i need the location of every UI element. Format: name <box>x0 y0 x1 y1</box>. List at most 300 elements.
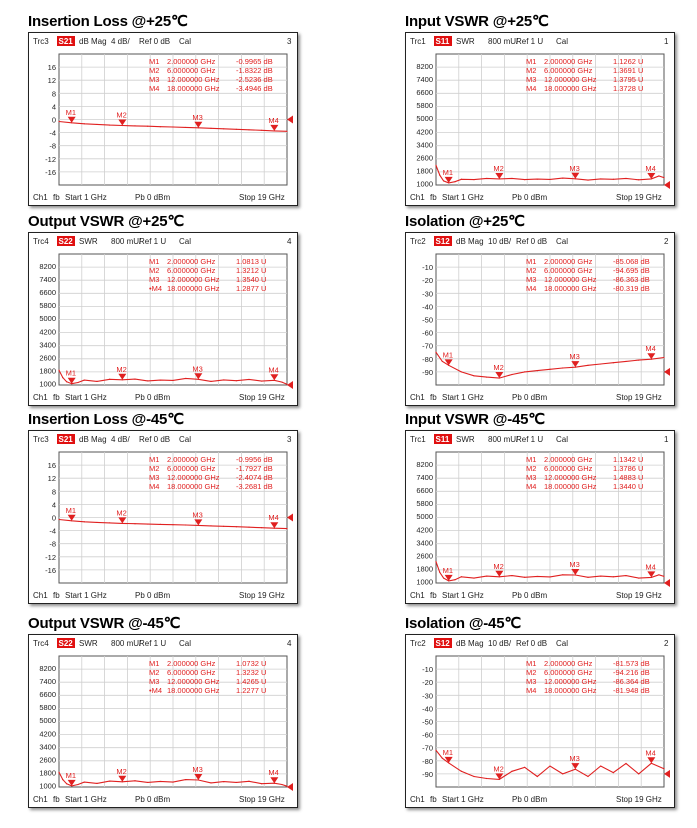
trace-point <box>587 776 588 777</box>
cal-label: Cal <box>179 37 192 46</box>
y-tick-label: 4200 <box>416 127 433 137</box>
trace-point <box>210 782 211 783</box>
format-label: SWR <box>456 37 475 46</box>
marker-label: M3 <box>192 510 203 520</box>
marker-readout-frequency: 2.000000 GHz <box>544 57 593 66</box>
trace-point <box>210 128 211 129</box>
y-tick-label: 1800 <box>39 768 56 778</box>
channel-index: 2 <box>664 237 669 246</box>
trace-point <box>435 750 436 751</box>
cal-label: Cal <box>556 639 569 648</box>
trace-label: Trc2 <box>410 639 426 648</box>
trace-point <box>109 124 110 125</box>
trace-point <box>261 527 262 528</box>
trace-point <box>147 523 148 524</box>
scale-label: 10 dB/ <box>488 237 512 246</box>
marker-readout-frequency: 6.000000 GHz <box>167 266 216 275</box>
trace-point <box>638 577 639 578</box>
y-tick-label: 5800 <box>39 703 56 713</box>
marker-readout-name: M2 <box>526 66 537 75</box>
marker-readout-frequency: 18.000000 GHz <box>544 482 597 491</box>
marker-readout-value: -86.363 dB <box>613 275 650 284</box>
y-tick-label: -50 <box>422 315 433 325</box>
panel-title: Input VSWR @+25℃ <box>405 13 549 30</box>
marker-readout-value: -85.068 dB <box>613 257 650 266</box>
trace-point <box>172 126 173 127</box>
format-label: SWR <box>79 237 98 246</box>
trace-point <box>486 576 487 577</box>
y-tick-label: 6600 <box>416 485 433 495</box>
trace-point <box>549 765 550 766</box>
marker-readout-frequency: 18.000000 GHz <box>167 482 220 491</box>
trace-point <box>439 572 440 573</box>
marker-readout-frequency: 2.000000 GHz <box>544 257 593 266</box>
trace-point <box>62 779 63 780</box>
marker-readout-name: M1 <box>149 455 160 464</box>
y-tick-label: -40 <box>422 302 433 312</box>
y-tick-label: 3400 <box>39 742 56 752</box>
trace-point <box>613 772 614 773</box>
marker-readout-frequency: 2.000000 GHz <box>544 455 593 464</box>
reference-arrow-icon <box>664 368 670 376</box>
trace-point <box>109 522 110 523</box>
trace-point <box>160 126 161 127</box>
trace-point <box>286 131 287 132</box>
marker-readout-frequency: 6.000000 GHz <box>167 668 216 677</box>
footer-stop-frequency: Stop 19 GHz <box>239 795 285 804</box>
footer-fb: fb <box>53 393 60 402</box>
marker-readout-value: -3.4946 dB <box>236 84 273 93</box>
reference-arrow-icon <box>664 579 670 587</box>
marker-readout-name: M4 <box>526 686 537 695</box>
y-tick-label: 7400 <box>416 472 433 482</box>
channel-index: 3 <box>287 435 292 444</box>
trace-label: Trc3 <box>33 37 49 46</box>
y-tick-label: 1800 <box>416 166 433 176</box>
channel-index: 3 <box>287 37 292 46</box>
footer-fb: fb <box>53 795 60 804</box>
y-tick-label: 8 <box>51 89 56 99</box>
trace-point <box>461 771 462 772</box>
trace-point <box>160 379 161 380</box>
trace-point <box>134 125 135 126</box>
trace-point <box>549 576 550 577</box>
y-tick-label: 4200 <box>39 729 56 739</box>
vna-plot-frame <box>405 32 675 206</box>
footer-fb: fb <box>53 591 60 600</box>
trace-point <box>537 179 538 180</box>
y-tick-label: 0 <box>51 513 56 523</box>
marker-readout-name: M1 <box>149 659 160 668</box>
reference-label: Ref 1 U <box>516 37 544 46</box>
trace-point <box>473 577 474 578</box>
reference-label: Ref 0 dB <box>139 37 171 46</box>
trace-point <box>96 783 97 784</box>
marker-label: M2 <box>116 508 127 518</box>
footer-stop-frequency: Stop 19 GHz <box>616 591 662 600</box>
marker-readout-value: 1.3728 U <box>613 84 644 93</box>
footer-power: Pb 0 dBm <box>135 193 171 202</box>
footer-power: Pb 0 dBm <box>512 795 548 804</box>
y-tick-label: 2600 <box>39 353 56 363</box>
vna-plot <box>29 233 297 405</box>
trace-label: Trc1 <box>410 37 426 46</box>
marker-readout-name: M3 <box>149 677 160 686</box>
panel-title: Insertion Loss @-45℃ <box>28 411 184 428</box>
trace-point <box>134 379 135 380</box>
trace-point <box>461 576 462 577</box>
trace-point <box>439 175 440 176</box>
marker-readout-name: M2 <box>526 464 537 473</box>
footer-stop-frequency: Stop 19 GHz <box>616 193 662 202</box>
marker-readout-name: M1 <box>526 257 537 266</box>
marker-label: M4 <box>268 115 279 125</box>
reference-label: Ref 1 U <box>139 237 167 246</box>
y-tick-label: 3400 <box>39 340 56 350</box>
trace-point <box>185 127 186 128</box>
y-tick-label: -16 <box>45 167 56 177</box>
trace-point <box>210 381 211 382</box>
y-tick-label: 7400 <box>39 274 56 284</box>
y-tick-label: 1000 <box>416 577 433 587</box>
marker-label: M3 <box>569 559 580 569</box>
y-tick-label: 3400 <box>416 538 433 548</box>
trace-point <box>66 783 67 784</box>
vna-plot <box>406 635 674 807</box>
marker-label: M3 <box>569 352 580 362</box>
marker-readout-value: 1.3212 U <box>236 266 267 275</box>
parameter-badge-label: S22 <box>58 639 73 648</box>
y-tick-label: -30 <box>422 691 433 701</box>
trace-point <box>549 179 550 180</box>
y-tick-label: 7400 <box>39 676 56 686</box>
trace-point <box>261 130 262 131</box>
trace-point <box>613 362 614 363</box>
footer-power: Pb 0 dBm <box>135 795 171 804</box>
trace-point <box>549 369 550 370</box>
y-tick-label: 4200 <box>39 327 56 337</box>
trace-point <box>435 352 436 353</box>
y-tick-label: -12 <box>45 552 56 562</box>
trace-point <box>562 367 563 368</box>
trace-point <box>286 786 287 787</box>
marker-readout-value: -0.9965 dB <box>236 57 273 66</box>
y-tick-label: -8 <box>49 539 56 549</box>
trace-point <box>261 380 262 381</box>
marker-readout-name: M4 <box>526 284 537 293</box>
marker-readout-frequency: 18.000000 GHz <box>544 284 597 293</box>
trace-point <box>134 523 135 524</box>
vna-plot-frame <box>405 634 675 808</box>
parameter-badge-label: S12 <box>435 237 450 246</box>
vna-plot <box>29 635 297 807</box>
footer-power: Pb 0 dBm <box>512 193 548 202</box>
trace-point <box>537 576 538 577</box>
vna-plot-frame <box>405 430 675 604</box>
trace-label: Trc4 <box>33 237 49 246</box>
trace-point <box>600 765 601 766</box>
parameter-badge-label: S11 <box>435 37 450 46</box>
trace-point <box>600 576 601 577</box>
trace-label: Trc3 <box>33 435 49 444</box>
marker-label: M4 <box>268 365 279 375</box>
trace-point <box>663 357 664 358</box>
trace-point <box>613 576 614 577</box>
y-tick-label: -70 <box>422 341 433 351</box>
vna-plot <box>29 33 297 205</box>
marker-readout-value: 1.3232 U <box>236 668 267 677</box>
y-tick-label: 6600 <box>39 689 56 699</box>
trace-point <box>109 781 110 782</box>
reference-arrow-icon <box>287 381 293 389</box>
footer-fb: fb <box>53 193 60 202</box>
trace-point <box>185 524 186 525</box>
trace-point <box>658 574 659 575</box>
footer-start-frequency: Start 1 GHz <box>65 193 107 202</box>
trace-point <box>147 380 148 381</box>
scale-label: 10 dB/ <box>488 639 512 648</box>
trace-point <box>147 782 148 783</box>
marker-label: M1 <box>442 167 454 177</box>
trace-point <box>562 574 563 575</box>
marker-readout-frequency: 2.000000 GHz <box>167 57 216 66</box>
vna-plot <box>29 431 297 603</box>
marker-readout-name: M3 <box>149 75 160 84</box>
trace-point <box>134 780 135 781</box>
marker-readout-name: M1 <box>526 659 537 668</box>
footer-start-frequency: Start 1 GHz <box>65 795 107 804</box>
y-tick-label: 5000 <box>39 716 56 726</box>
vna-plot-frame <box>28 430 298 604</box>
reference-label: Ref 0 dB <box>139 435 171 444</box>
trace-point <box>663 177 664 178</box>
footer-channel: Ch1 <box>410 393 425 402</box>
trace-point <box>435 165 436 166</box>
y-tick-label: 5800 <box>416 101 433 111</box>
y-tick-label: 12 <box>47 76 56 86</box>
marker-readout-value: -1.8322 dB <box>236 66 273 75</box>
footer-fb: fb <box>430 591 437 600</box>
format-label: dB Mag <box>456 237 484 246</box>
y-tick-label: 5000 <box>416 114 433 124</box>
marker-readout-value: -1.7927 dB <box>236 464 273 473</box>
format-label: SWR <box>456 435 475 444</box>
marker-readout-name: M2 <box>149 266 160 275</box>
parameter-badge-label: S12 <box>435 639 450 648</box>
marker-label: M3 <box>192 764 203 774</box>
marker-readout-name: M1 <box>526 57 537 66</box>
marker-readout-frequency: 18.000000 GHz <box>544 686 597 695</box>
trace-point <box>625 178 626 179</box>
trace-point <box>281 381 282 382</box>
marker-label: M2 <box>493 163 504 173</box>
footer-channel: Ch1 <box>33 795 48 804</box>
reference-arrow-icon <box>664 181 670 189</box>
footer-channel: Ch1 <box>33 393 48 402</box>
vna-plot-frame <box>28 232 298 406</box>
reference-arrow-icon <box>664 770 670 778</box>
footer-start-frequency: Start 1 GHz <box>442 393 484 402</box>
footer-channel: Ch1 <box>410 795 425 804</box>
trace-point <box>160 524 161 525</box>
reference-arrow-icon <box>287 783 293 791</box>
y-tick-label: 5000 <box>416 512 433 522</box>
marker-label: M1 <box>442 350 454 360</box>
y-tick-label: 12 <box>47 474 56 484</box>
trace-point <box>625 575 626 576</box>
y-tick-label: -40 <box>422 704 433 714</box>
footer-stop-frequency: Stop 19 GHz <box>616 795 662 804</box>
channel-index: 2 <box>664 639 669 648</box>
trace-point <box>58 519 59 520</box>
trace-point <box>248 379 249 380</box>
cal-label: Cal <box>179 639 192 648</box>
trace-label: Trc1 <box>410 435 426 444</box>
panel-title: Input VSWR @-45℃ <box>405 411 545 428</box>
marker-readout-name: M1 <box>149 257 160 266</box>
trace-point <box>600 363 601 364</box>
y-tick-label: 8200 <box>39 663 56 673</box>
marker-readout-value: -0.9956 dB <box>236 455 273 464</box>
footer-power: Pb 0 dBm <box>135 591 171 600</box>
channel-index: 4 <box>287 237 292 246</box>
trace-label: Trc2 <box>410 237 426 246</box>
footer-stop-frequency: Stop 19 GHz <box>239 393 285 402</box>
marker-label: M4 <box>645 562 656 572</box>
marker-label: M3 <box>569 754 580 764</box>
marker-readout-value: 1.0813 U <box>236 257 267 266</box>
marker-readout-name: •M4 <box>149 284 163 293</box>
marker-readout-frequency: 6.000000 GHz <box>167 464 216 473</box>
marker-label: M3 <box>569 163 580 173</box>
footer-channel: Ch1 <box>33 193 48 202</box>
marker-readout-value: 1.3795 U <box>613 75 644 84</box>
marker-readout-value: -2.4074 dB <box>236 473 273 482</box>
trace-point <box>172 380 173 381</box>
trace-point <box>96 124 97 125</box>
marker-readout-value: 1.1262 U <box>613 57 644 66</box>
trace-point <box>84 379 85 380</box>
marker-label: M2 <box>493 764 504 774</box>
y-tick-label: -50 <box>422 717 433 727</box>
marker-readout-value: 1.2877 U <box>236 284 267 293</box>
marker-readout-frequency: 2.000000 GHz <box>167 257 216 266</box>
y-tick-label: -4 <box>49 128 56 138</box>
marker-label: M2 <box>493 561 504 571</box>
cal-label: Cal <box>556 37 569 46</box>
footer-start-frequency: Start 1 GHz <box>442 193 484 202</box>
marker-readout-value: -94.695 dB <box>613 266 650 275</box>
scale-label: 800 mU/ <box>488 37 519 46</box>
marker-readout-value: -80.319 dB <box>613 284 650 293</box>
trace-point <box>587 365 588 366</box>
vna-plot <box>406 233 674 405</box>
y-tick-label: 8200 <box>416 459 433 469</box>
marker-readout-value: -81.573 dB <box>613 659 650 668</box>
y-tick-label: 2600 <box>416 153 433 163</box>
marker-label: M4 <box>268 513 279 523</box>
trace-point <box>210 525 211 526</box>
footer-stop-frequency: Stop 19 GHz <box>239 193 285 202</box>
trace-point <box>172 524 173 525</box>
trace-point <box>638 179 639 180</box>
trace-point <box>84 123 85 124</box>
trace-point <box>511 374 512 375</box>
trace-point <box>223 781 224 782</box>
trace-point <box>625 361 626 362</box>
y-tick-label: 4 <box>51 102 56 112</box>
vna-plot <box>406 33 674 205</box>
y-tick-label: 8200 <box>39 261 56 271</box>
y-tick-label: -4 <box>49 526 56 536</box>
marker-label: M1 <box>65 368 77 378</box>
marker-readout-name: M4 <box>149 84 160 93</box>
cal-label: Cal <box>179 237 192 246</box>
marker-label: M4 <box>268 768 279 778</box>
footer-stop-frequency: Stop 19 GHz <box>616 393 662 402</box>
trace-point <box>486 178 487 179</box>
marker-label: M2 <box>116 364 127 374</box>
y-tick-label: 8200 <box>416 61 433 71</box>
trace-point <box>77 784 78 785</box>
marker-label: M3 <box>192 364 203 374</box>
y-tick-label: 2600 <box>39 755 56 765</box>
marker-readout-name: M3 <box>149 473 160 482</box>
y-tick-label: -12 <box>45 154 56 164</box>
marker-readout-name: M4 <box>526 84 537 93</box>
trace-point <box>461 179 462 180</box>
marker-label: M2 <box>116 766 127 776</box>
trace-point <box>109 379 110 380</box>
marker-readout-name: M3 <box>526 75 537 84</box>
marker-readout-name: M3 <box>526 473 537 482</box>
reference-label: Ref 0 dB <box>516 639 548 648</box>
marker-readout-value: 1.0732 U <box>236 659 267 668</box>
marker-label: M1 <box>65 770 77 780</box>
parameter-badge-label: S22 <box>58 237 73 246</box>
trace-point <box>160 781 161 782</box>
marker-label: M4 <box>645 344 656 354</box>
parameter-badge-label: S21 <box>58 37 73 46</box>
y-tick-label: 5000 <box>39 314 56 324</box>
marker-readout-frequency: 12.000000 GHz <box>167 473 220 482</box>
footer-power: Pb 0 dBm <box>512 393 548 402</box>
y-tick-label: -16 <box>45 565 56 575</box>
scale-label: 800 mU/ <box>111 237 142 246</box>
trace-point <box>537 776 538 777</box>
trace-point <box>185 779 186 780</box>
trace-point <box>223 526 224 527</box>
trace-point <box>461 371 462 372</box>
scale-label: 4 dB/ <box>111 37 130 46</box>
marker-readout-name: M2 <box>526 668 537 677</box>
trace-point <box>625 763 626 764</box>
marker-readout-frequency: 12.000000 GHz <box>544 275 597 284</box>
trace-point <box>562 773 563 774</box>
trace-point <box>587 179 588 180</box>
trace-point <box>473 375 474 376</box>
y-tick-label: 1000 <box>39 781 56 791</box>
y-tick-label: 6600 <box>39 287 56 297</box>
reference-label: Ref 1 U <box>516 435 544 444</box>
marker-label: M4 <box>645 748 656 758</box>
format-label: dB Mag <box>79 435 107 444</box>
marker-readout-frequency: 6.000000 GHz <box>544 668 593 677</box>
trace-point <box>58 370 59 371</box>
reference-arrow-icon <box>287 514 293 522</box>
trace-point <box>77 382 78 383</box>
marker-readout-name: M2 <box>526 266 537 275</box>
